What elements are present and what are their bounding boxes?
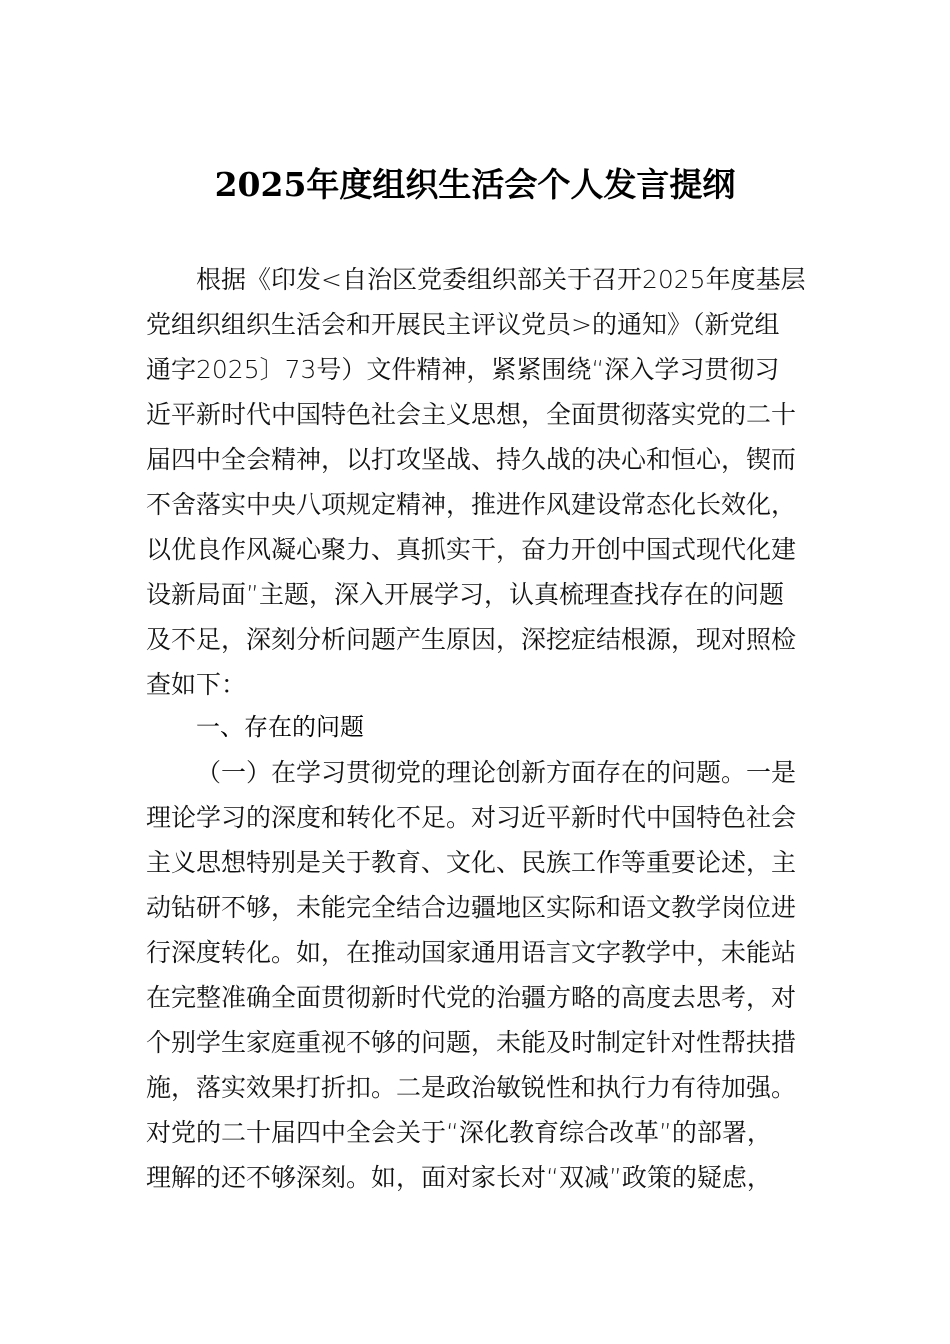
body-line: 施，落实效果打折扣。二是政治敏锐性和执行力有待加强。 xyxy=(146,1073,797,1102)
body-line: 理论学习的深度和转化不足。对习近平新时代中国特色社会 xyxy=(146,803,797,832)
intro-line: 不舍落实中央八项规定精神，推进作风建设常态化长效化， xyxy=(146,490,797,519)
subsection-heading-line xyxy=(196,750,806,795)
document-title: 2025年度组织生活会个人发言提纲 xyxy=(214,165,736,204)
body-line: 主义思想特别是关于教育、文化、民族工作等重要论述，主 xyxy=(146,848,797,877)
body-line: 行深度转化。如，在推动国家通用语言文字教学中，未能站 xyxy=(146,938,797,967)
body-line: 对党的二十届四中全会关于“深化教育综合改革”的部署， xyxy=(146,1118,772,1147)
section-heading: 一、存在的问题 xyxy=(196,713,364,741)
body-line: 理解的还不够深刻。如，面对家长对“双减”政策的疑虑， xyxy=(146,1163,772,1192)
intro-line: 以优良作风凝心聚力、真抓实干，奋力开创中国式现代化建 xyxy=(146,535,797,564)
intro-line: 届四中全会精神，以打攻坚战、持久战的决心和恒心，锲而 xyxy=(146,445,797,474)
subsection-first-tail: 一是 xyxy=(746,758,797,787)
intro-line: 党组织组织生活会和开展民主评议党员>的通知》（新党组 xyxy=(146,310,780,339)
body-line: 动钻研不够，未能完全结合边疆地区实际和语文教学岗位进 xyxy=(146,893,797,922)
intro-line: 设新局面”主题，深入开展学习，认真梳理查找存在的问题 xyxy=(146,580,784,609)
intro-line: 及不足，深刻分析问题产生原因，深挖症结根源，现对照检 xyxy=(146,625,797,654)
intro-line: 根据《印发<自治区党委组织部关于召开2025年度基层 xyxy=(196,265,806,294)
subsection-heading: （一）在学习贯彻党的理论创新方面存在的问题。 xyxy=(196,758,747,787)
intro-line: 近平新时代中国特色社会主义思想，全面贯彻落实党的二十 xyxy=(146,400,797,429)
body-line: 在完整准确全面贯彻新时代党的治疆方略的高度去思考，对 xyxy=(146,983,797,1012)
body-line: 个别学生家庭重视不够的问题，未能及时制定针对性帮扶措 xyxy=(146,1028,797,1057)
intro-line: 通字2025〕73号）文件精神，紧紧围绕“深入学习贯彻习 xyxy=(146,355,780,384)
intro-line: 查如下： xyxy=(146,670,247,699)
